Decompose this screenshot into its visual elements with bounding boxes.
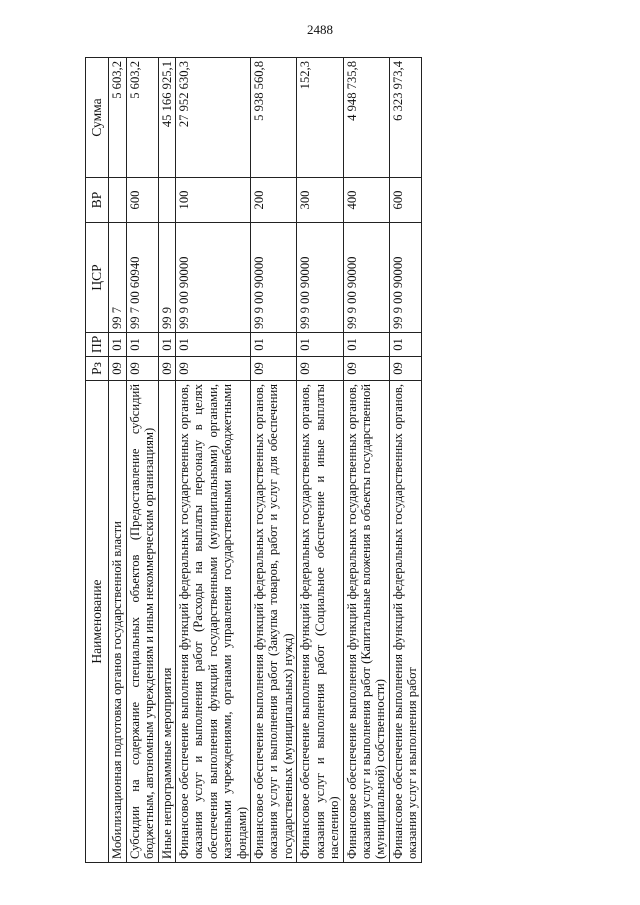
row-sum: 45 166 925,1: [158, 58, 175, 178]
table-row: [176, 58, 251, 863]
row-name: Иные непрограммные мероприятия: [158, 381, 175, 863]
row-rz: 09: [109, 357, 126, 381]
row-pr: 01: [297, 333, 343, 357]
row-name: Финансовое обеспечение выполнения функций федеральных государственных органов, оказания услуг и выполнения работ (Расходы на выплаты персоналу в целях обеспечения выполнения функций государственными (муниципальными) органами, казенными учреждениями, органами управления государственными внебюджетными фондами): [176, 381, 251, 863]
row-vr: 200: [251, 178, 297, 223]
row-csr: 99 9 00 90000: [251, 223, 297, 333]
table-row: [297, 58, 343, 863]
row-vr: 600: [126, 178, 158, 223]
row-vr: [158, 178, 175, 223]
row-name: Финансовое обеспечение выполнения функций федеральных государственных органов, оказания услуг и выполнения работ (Социальное обеспечение и иные выплаты населению): [297, 381, 343, 863]
row-vr: 400: [343, 178, 389, 223]
table-row: [109, 58, 126, 863]
row-rz: 09: [297, 357, 343, 381]
row-vr: [109, 178, 126, 223]
row-csr: 99 9: [158, 223, 175, 333]
row-sum: 5 603,2: [126, 58, 158, 178]
row-rz: 09: [343, 357, 389, 381]
row-sum: 152,3: [297, 58, 343, 178]
row-rz: 09: [251, 357, 297, 381]
row-sum: 6 323 973,4: [389, 58, 421, 178]
row-pr: 01: [158, 333, 175, 357]
row-name: Субсидии на содержание специальных объектов (Предоставление субсидий бюджетным, автономным учреждениям и иным некоммерческим организациям): [126, 381, 158, 863]
table-row: [158, 58, 175, 863]
row-csr: 99 9 00 90000: [389, 223, 421, 333]
row-pr: 01: [343, 333, 389, 357]
table-row: [126, 58, 158, 863]
page-number: 2488: [307, 22, 333, 37]
row-vr: 600: [389, 178, 421, 223]
row-csr: 99 7 00 60940: [126, 223, 158, 333]
header-csr: ЦСР: [86, 223, 109, 333]
rotated-table-sheet: [85, 58, 585, 863]
table-header-row: [86, 58, 109, 863]
budget-table: [85, 57, 422, 863]
row-name: Мобилизационная подготовка органов государственной власти: [109, 381, 126, 863]
table-row: [343, 58, 389, 863]
row-rz: 09: [389, 357, 421, 381]
row-vr: 300: [297, 178, 343, 223]
row-rz: 09: [158, 357, 175, 381]
row-pr: 01: [176, 333, 251, 357]
row-rz: 09: [176, 357, 251, 381]
row-csr: 99 9 00 90000: [343, 223, 389, 333]
header-sum: Сумма: [86, 58, 109, 178]
row-name: Финансовое обеспечение выполнения функций федеральных государственных органов, оказания услуг и выполнения работ (Закупка товаров, работ и услуг для обеспечения государственных (муниципальных) нужд): [251, 381, 297, 863]
row-sum: 27 952 630,3: [176, 58, 251, 178]
row-name: Финансовое обеспечение выполнения функций федеральных государственных органов, оказания услуг и выполнения работ (Капитальные вложения в объекты государственной (муниципальной) собственности): [343, 381, 389, 863]
row-name: Финансовое обеспечение выполнения функций федеральных государственных органов, оказания услуг и выполнения работ: [389, 381, 421, 863]
row-sum: 5 938 560,8: [251, 58, 297, 178]
row-csr: 99 9 00 90000: [297, 223, 343, 333]
table-row: [389, 58, 421, 863]
row-pr: 01: [109, 333, 126, 357]
row-csr: 99 7: [109, 223, 126, 333]
row-csr: 99 9 00 90000: [176, 223, 251, 333]
header-name: Наименование: [86, 381, 109, 863]
table-row: [251, 58, 297, 863]
row-sum: 4 948 735,8: [343, 58, 389, 178]
header-vr: ВР: [86, 178, 109, 223]
row-rz: 09: [126, 357, 158, 381]
row-vr: 100: [176, 178, 251, 223]
header-rz: Рз: [86, 357, 109, 381]
header-pr: ПР: [86, 333, 109, 357]
row-pr: 01: [389, 333, 421, 357]
row-pr: 01: [251, 333, 297, 357]
row-sum: 5 603,2: [109, 58, 126, 178]
row-pr: 01: [126, 333, 158, 357]
